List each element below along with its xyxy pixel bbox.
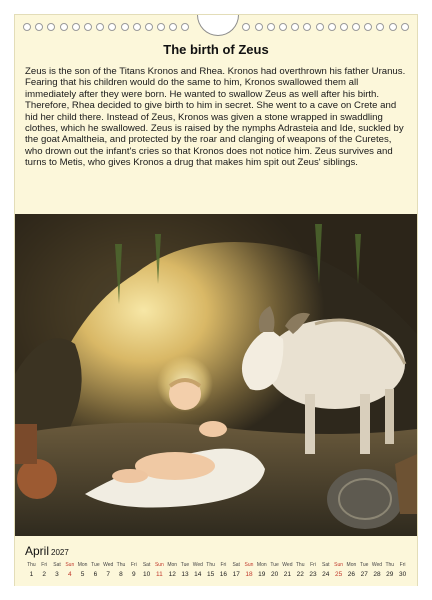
day-number: 13 [181,571,189,578]
binding-ring [145,23,153,31]
day-number: 11 [156,571,163,578]
day-number: 19 [258,571,266,578]
day-name: Thu [385,562,395,568]
day-name: Mon [256,562,267,568]
calendar-day [115,562,128,581]
binding-ring [121,23,129,31]
calendar-day [153,562,166,581]
calendar-day [51,562,64,581]
day-number: 12 [168,571,176,578]
day-name: Wed [282,562,293,568]
day-number: 1 [29,571,34,578]
calendar-day [319,562,332,581]
day-number: 27 [360,571,368,578]
day-name: Fri [399,562,406,568]
day-number: 21 [283,571,292,578]
day-name: Tue [91,562,100,568]
binding-ring [35,23,43,31]
day-name: Tue [270,562,279,568]
binding-ring [352,23,360,31]
calendar-day [25,562,38,581]
cave-baby-goat-illustration [15,214,417,536]
binding-ring [96,23,104,31]
day-name: Thu [116,562,126,568]
day-name: Sun [65,562,75,568]
day-name: Fri [41,562,48,568]
binding-ring [255,23,263,31]
binding-ring [303,23,311,31]
day-number: 20 [270,571,279,578]
day-number: 5 [80,571,85,578]
binding-ring [340,23,348,31]
binding-ring [60,23,68,31]
binding-ring [401,23,409,31]
calendar-day [204,562,217,581]
day-name: Sun [334,562,344,568]
calendar-day [255,562,268,581]
day-name: Tue [180,562,190,568]
binding-ring [157,23,165,31]
binding-ring [72,23,80,31]
calendar-day [166,562,179,581]
day-number: 14 [194,571,202,578]
calendar-day [179,562,192,581]
calendar-day [38,562,51,581]
day-name: Wed [192,562,203,568]
day-name: Fri [130,562,137,568]
calendar-day [63,562,76,581]
calendar-day [371,562,384,581]
calendar-day [230,562,243,581]
binding-ring [376,23,384,31]
binding-ring [133,23,141,31]
day-number: 6 [93,571,98,578]
calendar-day [294,562,307,581]
binding-ring [108,23,116,31]
day-name: Thu [27,562,36,568]
binding-ring [84,23,92,31]
day-number: 22 [296,571,304,578]
calendar-day [396,562,409,581]
calendar-day [358,562,371,581]
binding-ring [242,23,250,31]
day-number: 26 [347,571,356,578]
day-name: Mon [77,562,88,568]
calendar-day [127,562,140,581]
day-name: Wed [103,562,114,568]
day-number: 24 [322,571,330,578]
day-grid [25,562,409,581]
calendar-day [268,562,281,581]
day-name: Sun [244,562,254,568]
day-number: 25 [334,571,343,578]
day-name: Sun [154,562,164,568]
day-number: 2 [42,571,46,578]
binding-ring [279,23,287,31]
day-number: 29 [386,571,394,578]
year-label: 2027 [51,548,69,557]
binding-ring [47,23,55,31]
binding-ring [328,23,336,31]
day-number: 30 [398,571,407,578]
binding-ring [389,23,397,31]
day-number: 15 [206,571,215,578]
month-name: April [25,544,50,558]
illustration-svg [15,214,417,536]
calendar-day [191,562,204,581]
day-number: 28 [373,571,381,578]
day-name: Thu [206,562,215,568]
calendar-day [243,562,256,581]
binding-ring [316,23,324,31]
page-title: The birth of Zeus [163,42,269,57]
calendar-day [89,562,102,581]
day-name: Sat [53,562,61,568]
day-number: 17 [232,571,240,578]
day-name: Sat [232,562,240,568]
calendar-day [140,562,153,581]
day-name: Fri [310,562,316,568]
binding-ring [181,23,189,31]
calendar-day [102,562,115,581]
binding-ring [169,23,177,31]
binding-ring [291,23,299,31]
calendar-page [14,14,418,586]
day-name: Fri [220,562,227,568]
day-number: 23 [309,571,317,578]
month-label [25,544,69,558]
day-number: 3 [55,571,59,578]
calendar-day [281,562,294,581]
day-name: Mon [346,562,357,568]
day-number: 4 [67,571,72,578]
calendar-day [307,562,320,581]
day-name: Sat [142,562,151,568]
day-name: Tue [359,562,369,568]
day-name: Mon [167,562,178,568]
day-number: 10 [142,571,151,578]
calendar-day [383,562,396,581]
calendar-footer [15,536,417,586]
day-name: Thu [295,562,305,568]
day-number: 8 [119,571,123,578]
day-name: Wed [371,562,383,568]
binding-ring [23,23,31,31]
calendar-day [76,562,89,581]
calendar-day [345,562,358,581]
day-number: 7 [106,571,110,578]
day-number: 9 [131,571,136,578]
calendar-day [332,562,345,581]
binding-ring [364,23,372,31]
story-text: Zeus is the son of the Titans Kronos and Rhea. Kronos had overthrown his father Uranus. Fearing that his children would do the same to him, Kronos swallowed them all immediately after they were born. He wanted to swallow Zeus as well after his birth. Therefore, Rhea decided to give birth to him in secret. She went to a cave on Crete and hid her child there. Instead of Zeus, Kronos was given a stone wrapped in swaddling clothes, which he swallowed. Zeus is raised by the nymphs Adrasteia and Ide, suckled by the goat Amaltheia, and protected by the roar and clanging of weapons of the Curetes, who drown out the infant's cries so that Kronos does not notice him. Zeus survives and turns to Metis, who gives Kronos a drug that makes him spit out Zeus' siblings. [25,66,406,169]
binding-ring [267,23,275,31]
calendar-day [217,562,230,581]
day-number: 16 [219,571,228,578]
day-name: Sat [322,562,330,568]
day-number: 18 [245,571,253,578]
